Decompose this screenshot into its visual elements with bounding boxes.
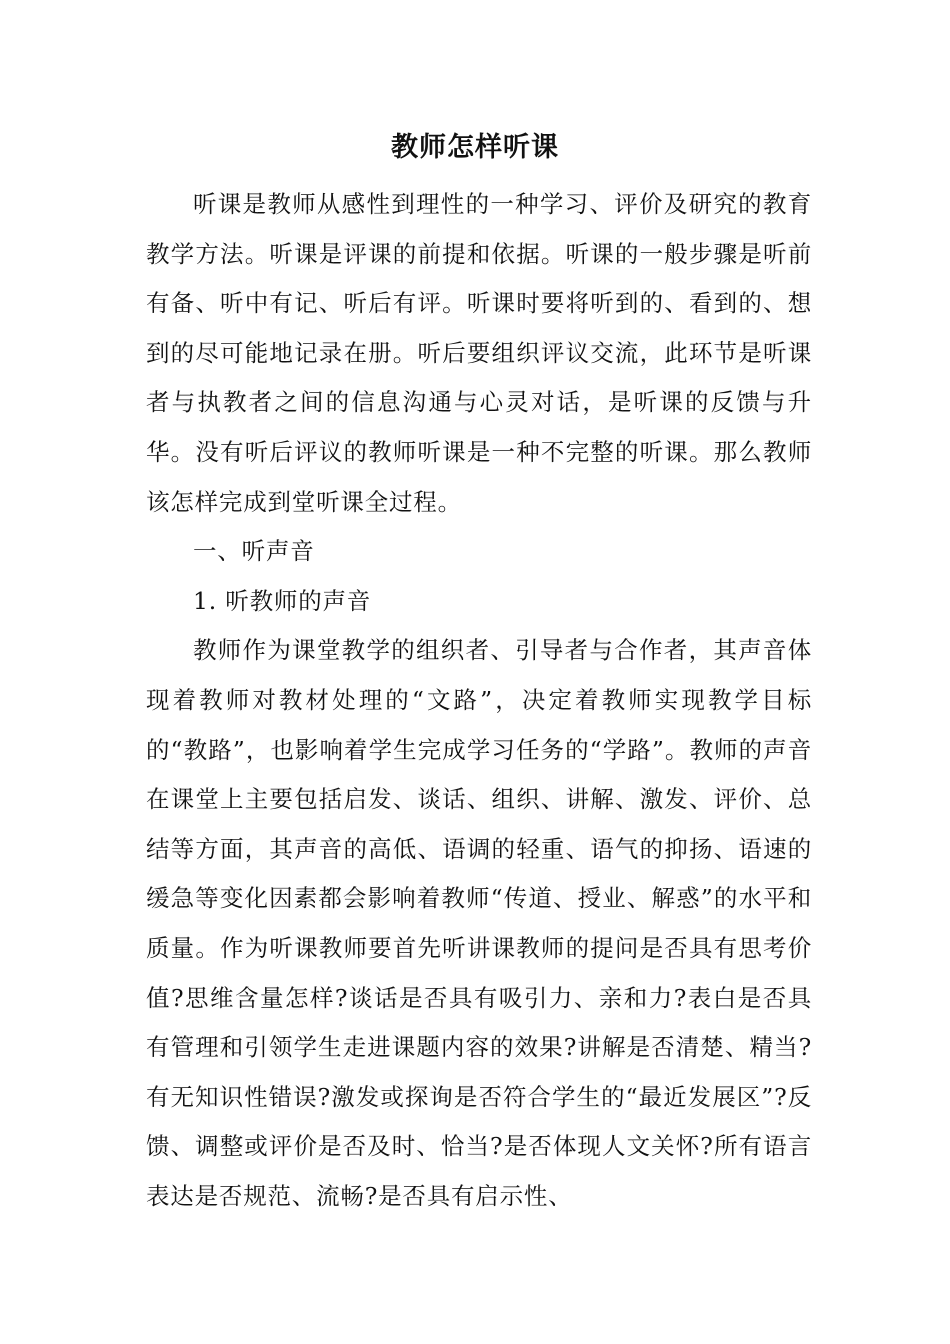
document-body (146, 180, 812, 1221)
subsection-heading: 1. 听教师的声音 (193, 586, 372, 615)
section-heading: 一、听声音 (193, 537, 315, 566)
document-title: 教师怎样听课 (391, 132, 559, 163)
intro-paragraph: 听课是教师从感性到理性的一种学习、评价及研究的教育教学方法。听课是评课的前提和依据。听课的一般步骤是听前有备、听中有记、听后有评。听课时要将听到的、看到的、想到的尽可能地记录在册。听后要组织评议交流，此环节是听课者与执教者之间的信息沟通与心灵对话，是听课的反馈与升华。没有听后评议的教师听课是一种不完整的听课。那么教师该怎样完成到堂听课全过程。 (146, 190, 812, 516)
body-paragraph: 教师作为课堂教学的组织者、引导者与合作者，其声音体现着教师对教材处理的“文路”，决定着教师实现教学目标的“教路”，也影响着学生完成学习任务的“学路”。教师的声音在课堂上主要包括启发、谈话、组织、讲解、激发、评价、总结等方面，其声音的高低、语调的轻重、语气的抑扬、语速的缓急等变化因素都会影响着教师“传道、授业、解惑”的水平和质量。作为听课教师要首先听讲课教师的提问是否具有思考价值?思维含量怎样?谈话是否具有吸引力、亲和力?表白是否具有管理和引领学生走进课题内容的效果?讲解是否清楚、精当?有无知识性错误?激发或探询是否符合学生的“最近发展区”?反馈、调整或评价是否及时、恰当?是否体现人文关怀?所有语言表达是否规范、流畅?是否具有启示性、 (146, 636, 812, 1210)
